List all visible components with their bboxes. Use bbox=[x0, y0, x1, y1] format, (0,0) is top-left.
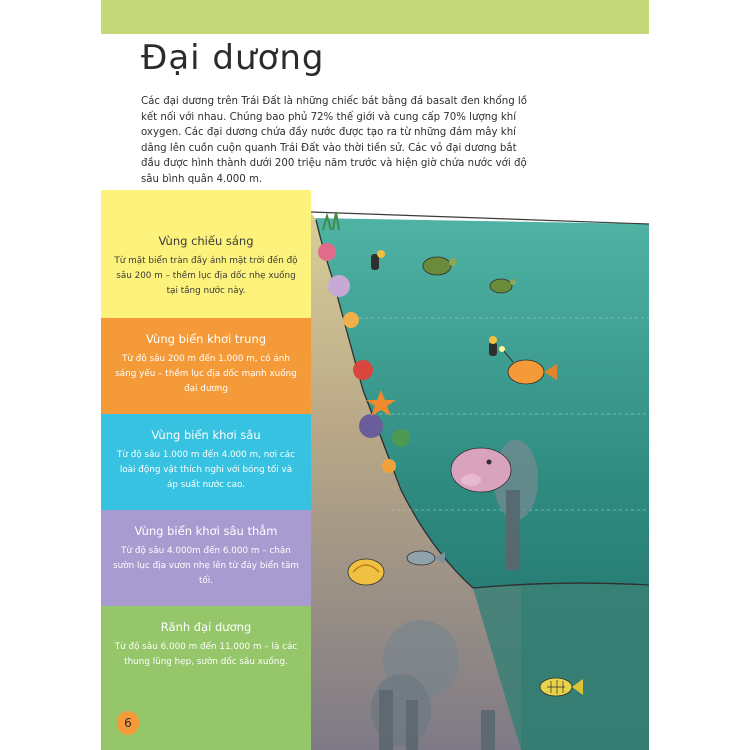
submersible bbox=[489, 336, 497, 356]
zone-abyss bbox=[101, 510, 311, 606]
zone-midnight-text: Từ độ sâu 1.000 m đến 4.000 m, nơi các loài động vật thích nghi với bóng tối và áp suất nước cao. bbox=[117, 450, 295, 490]
page-title: Đại dương bbox=[141, 38, 325, 78]
book-page bbox=[101, 0, 649, 750]
zone-twilight-title: Vùng biển khơi trung bbox=[145, 332, 267, 346]
zone-twilight bbox=[101, 318, 311, 414]
zone-twilight-text: Từ độ sâu 200 m đến 1.000 m, có ánh sáng yếu – thềm lục địa dốc mạnh xuống đại dương bbox=[115, 354, 297, 394]
page-number: 6 bbox=[117, 711, 139, 735]
ocean-cross-section bbox=[101, 190, 649, 750]
blobfish bbox=[451, 448, 511, 492]
intro-paragraph: Các đại dương trên Trái Đất là những chiếc bát bằng đá basalt đen khổng lồ kết nối với nhau. Chúng bao phủ 72% thế giới và cung cấp 70% lượng khí oxygen. Các đại dương chứa đầy nước được tạo ra từ những đám mây khí dâng lên cuồn cuộn quanh Trái Đất vào thời tiền sử. Các vỏ đại dương bắt đầu được hình thành dưới 200 triệu năm trước và hiện giờ chứa nước với độ sâu bình quân 4.000 m. bbox=[141, 96, 527, 185]
zone-sunlight-title: Vùng chiếu sáng bbox=[158, 234, 254, 248]
zone-sunlight bbox=[101, 190, 311, 318]
zone-sunlight-text: Từ mặt biển tràn đầy ánh mặt trời đến độ sâu 200 m – thềm lục địa dốc nhẹ xuống tại tầng nước này. bbox=[114, 256, 298, 296]
top-color-band bbox=[101, 0, 649, 34]
zone-midnight bbox=[101, 414, 311, 510]
zone-trench-title: Rãnh đại dương bbox=[160, 620, 252, 634]
zone-midnight-title: Vùng biển khơi sâu bbox=[151, 428, 261, 442]
zone-abyss-title: Vùng biển khơi sâu thẳm bbox=[134, 524, 278, 538]
hermit-crab bbox=[348, 559, 384, 585]
zone-abyss-text: Từ độ sâu 4.000m đến 6.000 m – chân sườn lục địa vươn nhẹ lên từ đáy biển tăm tối. bbox=[113, 546, 299, 586]
zone-trench-text: Từ độ sâu 6.000 m đến 11.000 m – là các thung lũng hẹp, sườn dốc sâu xuống. bbox=[114, 642, 298, 667]
